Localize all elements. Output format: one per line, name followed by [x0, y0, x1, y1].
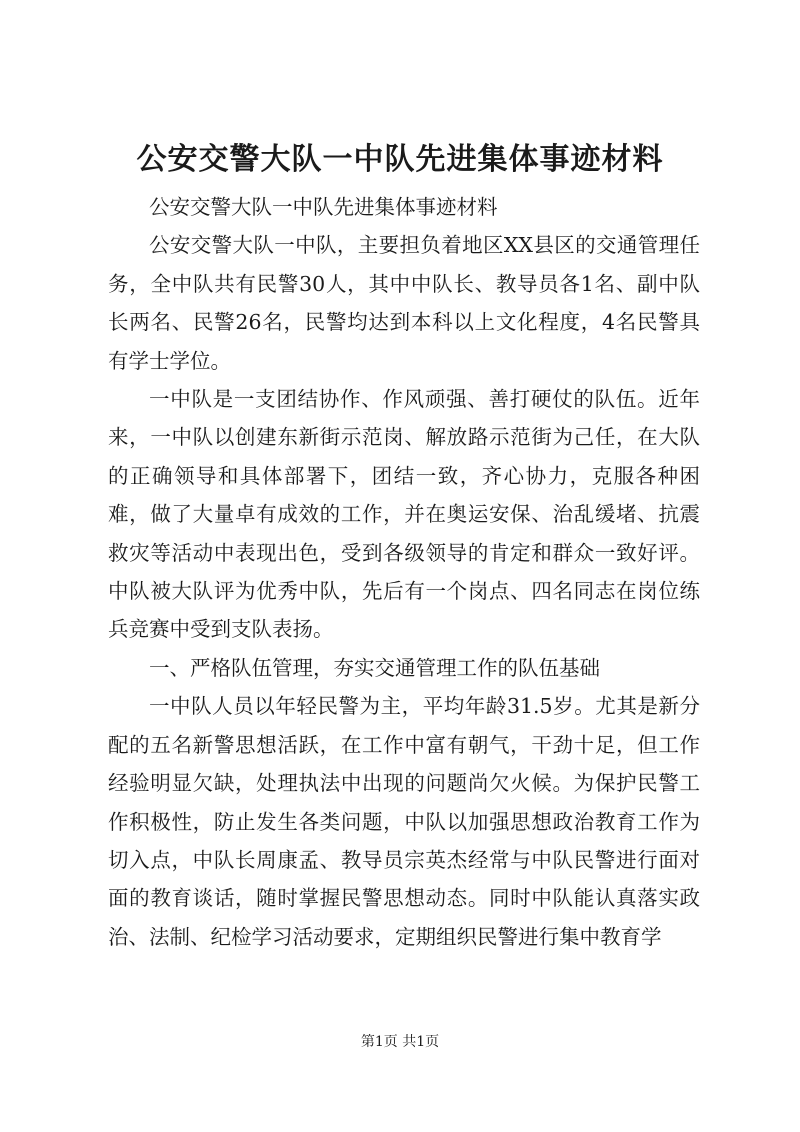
page-footer: 第1页 共1页	[360, 1034, 440, 1050]
paragraph-subtitle: 公安交警大队一中队先进集体事迹材料	[149, 195, 498, 219]
document-body	[108, 188, 700, 956]
paragraph-team-overview: 一中队是一支团结协作、作风顽强、善打硬仗的队伍。近年来，一中队以创建东新街示范岗、解放路示范街为己任，在大队的正确领导和具体部署下，团结一致，齐心协力，克服各种困难，做了大量卓有成效的工作，并在奥运安保、治乱缓堵、抗震救灾等活动中表现出色，受到各级领导的肯定和群众一致好评。中队被大队评为优秀中队，先后有一个岗点、四名同志在岗位练兵竞赛中受到支队表扬。	[108, 387, 700, 642]
paragraph-team-management: 一中队人员以年轻民警为主，平均年龄31.5岁。尤其是新分配的五名新警思想活跃，在工作中富有朝气，干劲十足，但工作经验明显欠缺，处理执法中出现的问题尚欠火候。为保护民警工作积极性，防止发生各类问题，中队以加强思想政治教育工作为切入点，中队长周康孟、教导员宗英杰经常与中队民警进行面对面的教育谈话，随时掌握民警思想动态。同时中队能认真落实政治、法制、纪检学习活动要求，定期组织民警进行集中教育学	[108, 694, 700, 949]
paragraph-intro: 公安交警大队一中队，主要担负着地区XX县区的交通管理任务，全中队共有民警30人，其中中队长、教导员各1名、副中队长两名、民警26名，民警均达到本科以上文化程度，4名民警具有学士学位。	[108, 233, 700, 373]
document-title: 公安交警大队一中队先进集体事迹材料	[136, 142, 664, 177]
section-heading-1: 一、严格队伍管理，夯实交通管理工作的队伍基础	[149, 655, 600, 680]
